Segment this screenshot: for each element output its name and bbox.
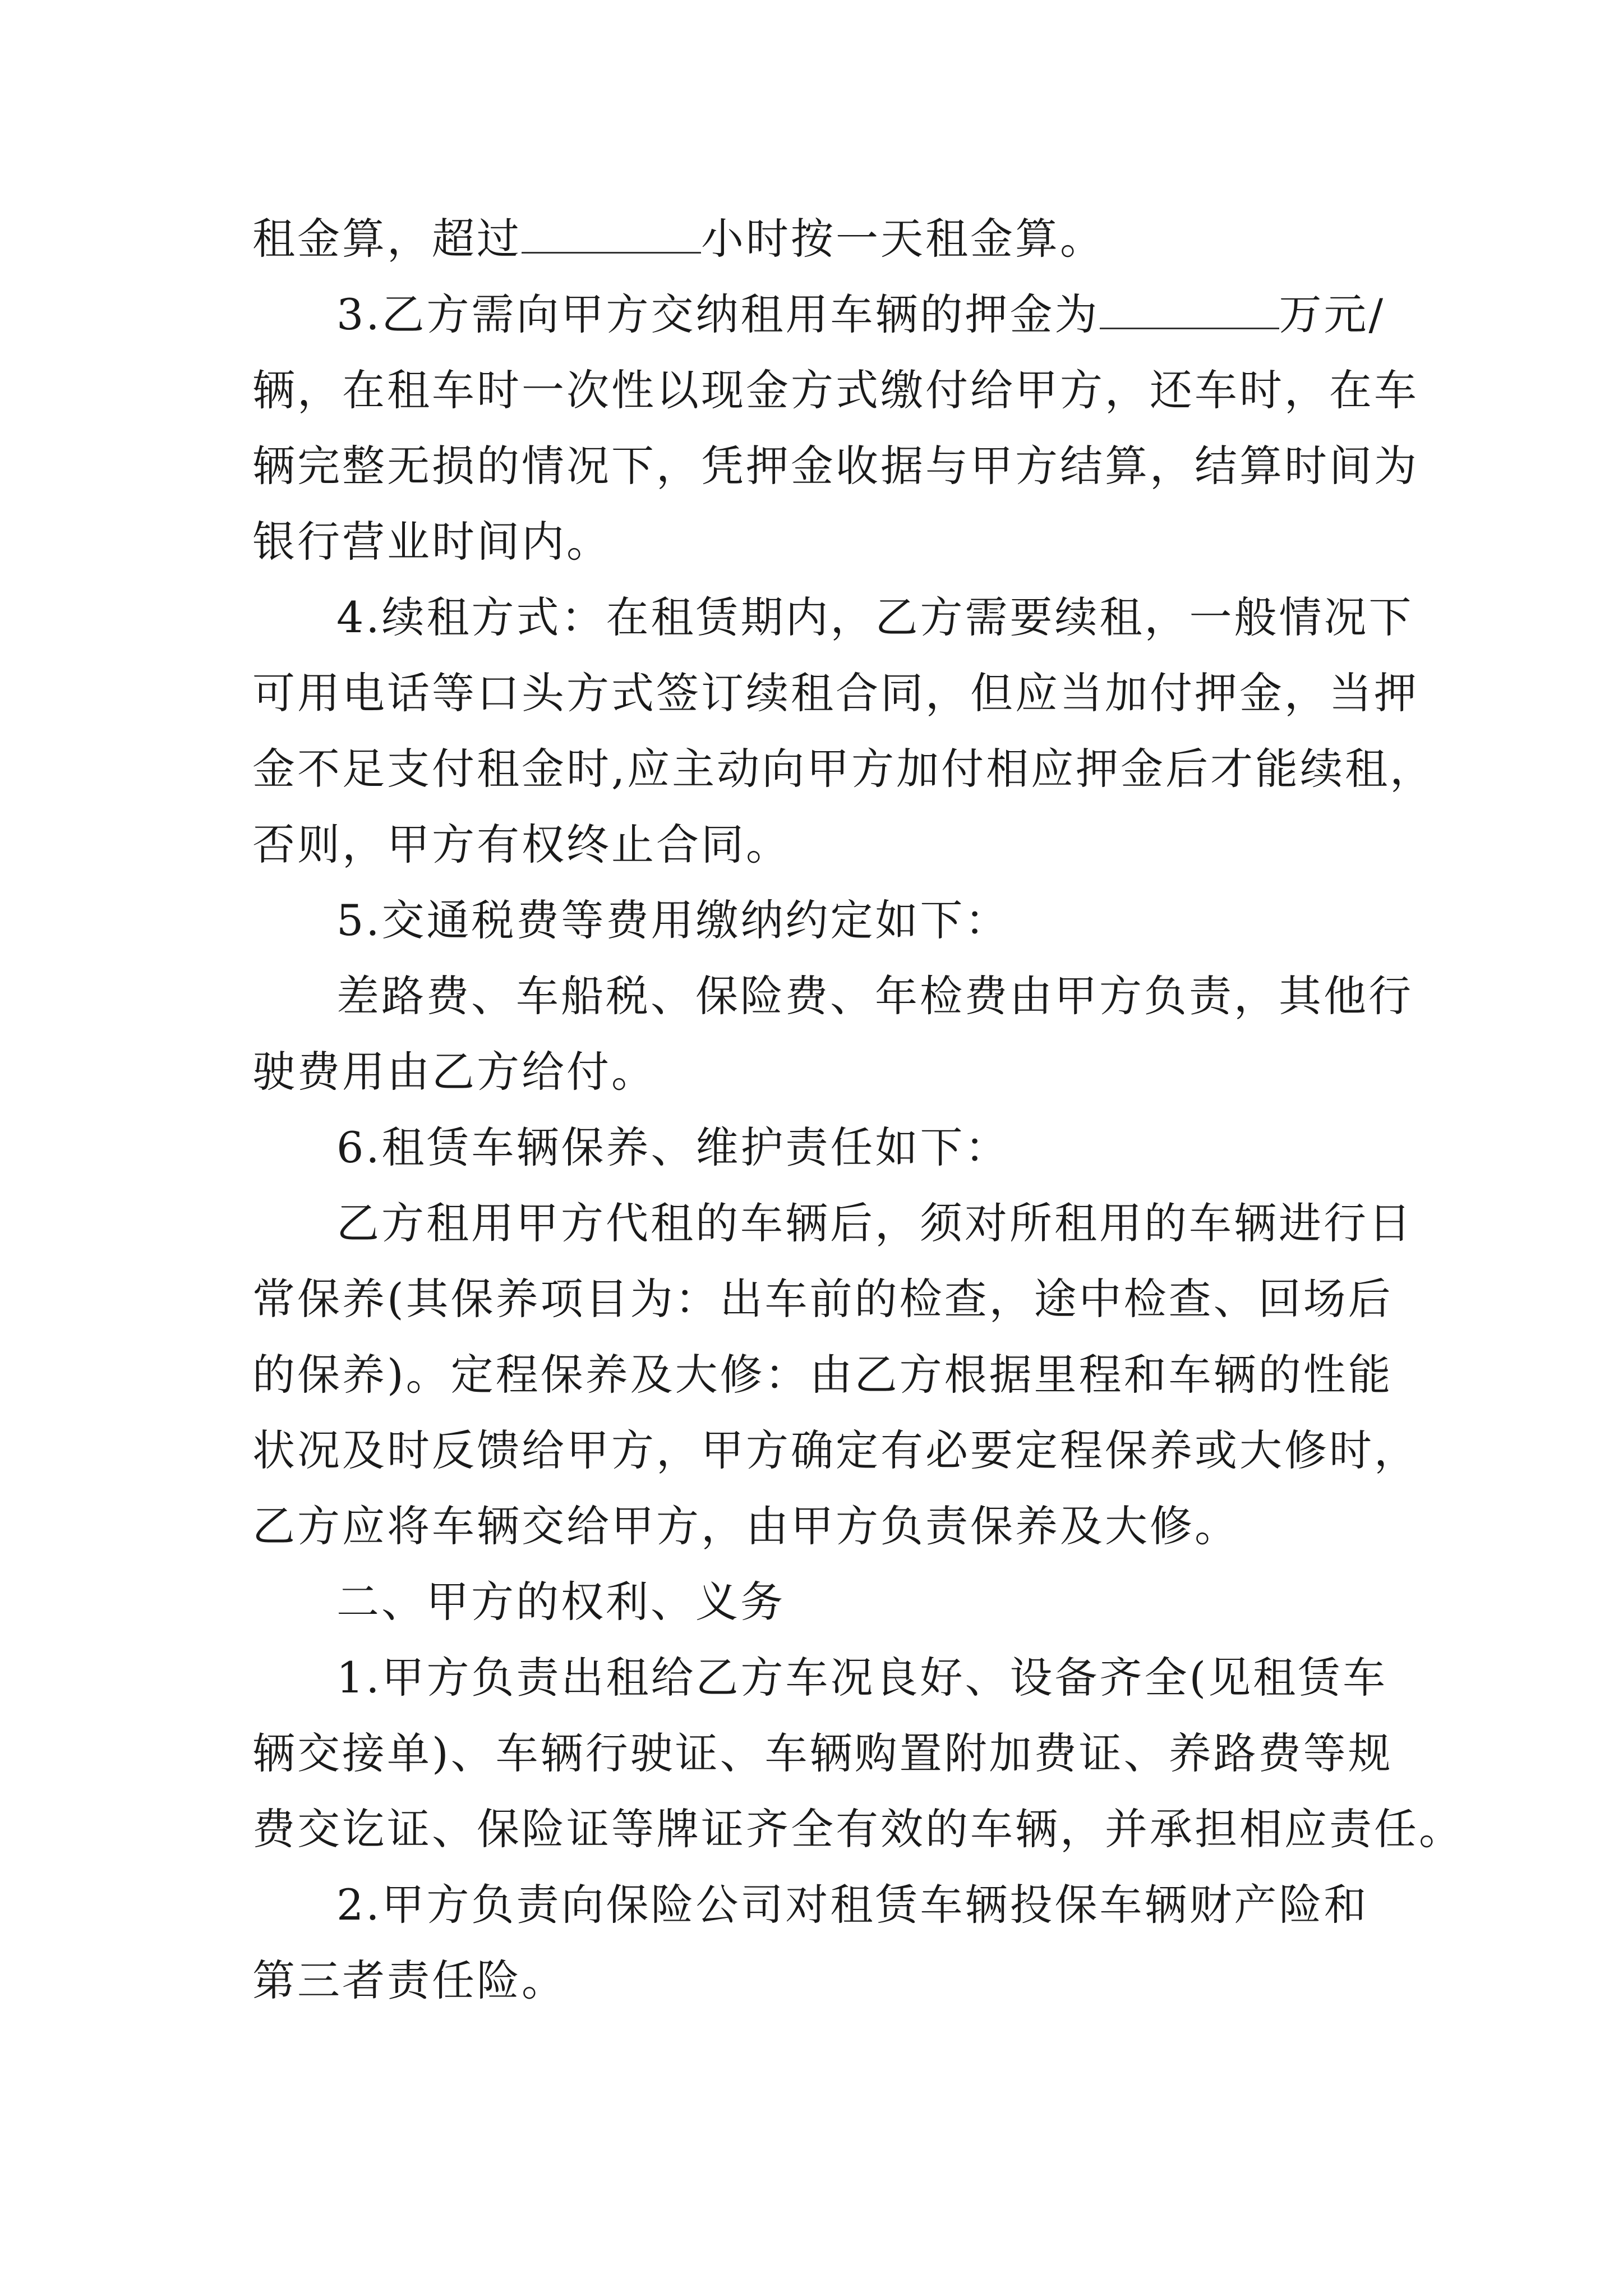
text-line-24: 第三者责任险。: [252, 1955, 566, 2005]
text-line-11: 差路费、车船税、保险费、年检费由甲方负责，其他行: [336, 971, 1413, 1021]
text-line-20: 1.甲方负责出租给乙方车况良好、设备齐全(见租赁车: [336, 1653, 1388, 1703]
text-line-9: 否则，甲方有权终止合同。: [252, 820, 791, 869]
text-fragment: 小时按一天租金算。: [701, 214, 1105, 264]
text-line-8: 金不足支付租金时,应主动向甲方加付相应押金后才能续租，: [252, 744, 1435, 794]
text-line-5: 银行营业时间内。: [252, 517, 611, 567]
text-line-6: 4.续租方式：在租赁期内，乙方需要续租，一般情况下: [336, 592, 1414, 642]
text-line-2: [336, 288, 1385, 342]
fill-in-blank: [522, 216, 701, 254]
text-line-17: 状况及时反馈给甲方，甲方确定有必要定程保养或大修时，: [252, 1425, 1419, 1475]
text-line-23: 2.甲方负责向保险公司对租赁车辆投保车辆财产险和: [336, 1880, 1369, 1930]
text-fragment: 租金算，超过: [252, 214, 522, 264]
text-line-18: 乙方应将车辆交给甲方，由甲方负责保养及大修。: [252, 1501, 1239, 1551]
text-line-7: 可用电话等口头方式签订续租合同，但应当加付押金，当押: [252, 668, 1419, 718]
text-line-16: 的保养)。定程保养及大修：由乙方根据里程和车辆的性能: [252, 1350, 1393, 1400]
text-line-21: 辆交接单)、车辆行驶证、车辆购置附加费证、养路费等规: [252, 1728, 1393, 1778]
section-heading: 二、甲方的权利、义务: [336, 1577, 785, 1627]
text-line-13: 6.租赁车辆保养、维护责任如下：: [336, 1122, 1010, 1172]
text-line-15: 常保养(其保养项目为：出车前的检查，途中检查、回场后: [252, 1274, 1393, 1324]
text-line-4: 辆完整无损的情况下，凭押金收据与甲方结算，结算时间为: [252, 441, 1419, 491]
text-line-10: 5.交通税费等费用缴纳约定如下：: [336, 895, 1010, 945]
text-line-12: 驶费用由乙方给付。: [252, 1047, 656, 1097]
fill-in-blank: [1100, 292, 1279, 329]
text-line-3: 辆，在租车时一次性以现金方式缴付给甲方，还车时，在车: [252, 365, 1419, 415]
text-line-14: 乙方租用甲方代租的车辆后，须对所租用的车辆进行日: [336, 1198, 1413, 1248]
text-fragment: 3.乙方需向甲方交纳租用车辆的押金为: [336, 289, 1100, 339]
text-fragment: 万元/: [1279, 289, 1386, 339]
text-line-22: 费交讫证、保险证等牌证齐全有效的车辆，并承担相应责任。: [252, 1804, 1464, 1854]
text-line-1: [252, 212, 1105, 266]
